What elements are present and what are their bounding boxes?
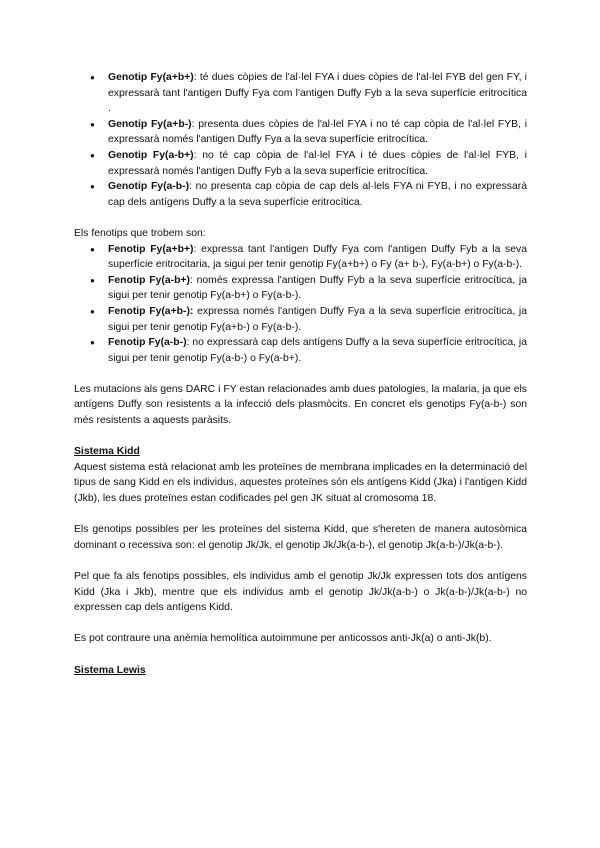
- list-term: Fenotip Fy(a-b-): [108, 337, 187, 349]
- section-heading-lewis: Sistema Lewis: [74, 664, 146, 676]
- phenotype-list: [74, 242, 527, 367]
- list-text: : té dues còpies de l'al·lel FYA i dues còpies de l'al·lel FYB del gen FY, i expressarà tant l'antigen Duffy Fya com l'antigen Duffy Fyb a la seva superfície eritrocítica .: [108, 72, 527, 115]
- list-term: Genotip Fy(a-b+): [108, 149, 194, 161]
- mutations-paragraph: Les mutacions als gens DARC i FY estan relacionades amb dues patologies, la malaria, ja que els antígens Duffy son resistents a la infecció dels plasmòcits. En concret els genotips Fy(a-b-) son més resistents a aquests paràsits.: [74, 383, 527, 427]
- list-term: Fenotip Fy(a-b+): [108, 274, 190, 286]
- kidd-paragraph-2: Els genotips possibles per les proteïnes del sistema Kidd, que s'hereten de manera autosòmica dominant o recessiva son: el genotip Jk/Jk, el genotip Jk/Jk(a-b-), el genotip Jk(a-b-)/Jk(a-b-).: [74, 524, 527, 551]
- list-term: Genotip Fy(a-b-): [108, 181, 190, 193]
- list-item: [74, 117, 527, 148]
- list-text: : només expressa l'antigen Duffy Fyb a la seva superfície eritrocítica, ja sigui per tenir genotip Fy(a-b+) o Fy(a-b-).: [108, 274, 527, 302]
- genotype-list: [74, 70, 527, 210]
- list-term: Fenotip Fy(a+b+): [108, 243, 194, 255]
- list-text: expressa només l'antigen Duffy Fya a la seva superfície eritrocítica, ja sigui per tenir genotip Fy(a+b-) o Fy(a-b-).: [108, 305, 528, 333]
- list-text: : no presenta cap còpia de cap dels al·lels FYA ni FYB, i no expressarà cap dels antígens Duffy a la seva superfície eritrocítica.: [108, 181, 527, 208]
- document-page: [74, 70, 527, 678]
- list-term: Fenotip Fy(a+b-):: [108, 305, 194, 317]
- kidd-paragraph-1: Aquest sistema està relacionat amb les proteïnes de membrana implicades en la determinació del tipus de sang Kidd en els individus, aquestes proteïnes són els antígens Kidd (Jka) i l'antigen Kidd (Jkb), les dues proteïnes estan codificades pel gen JK situat al cromosoma 18.: [74, 461, 527, 505]
- list-term: Genotip Fy(a+b+): [108, 72, 194, 83]
- list-item: [74, 148, 527, 179]
- kidd-paragraph-4: Es pot contraure una anèmia hemolítica autoimmune per anticossos anti-Jk(a) o anti-Jk(b).: [74, 633, 492, 645]
- list-item: [74, 335, 527, 366]
- list-item: [74, 242, 527, 273]
- list-text: : expressa tant l'antigen Duffy Fya com l'antigen Duffy Fyb a la seva superfície eritrocitaria, ja sigui per tenir genotip Fy(a+b+) o Fy (a+ b-), Fy(a-b+) o Fy(a-b-).: [108, 243, 527, 271]
- list-text: : no expressarà cap dels antígens Duffy a la seva superfície eritrocítica, ja sigui per tenir genotip Fy(a-b-) o Fy(a-b+).: [108, 337, 527, 364]
- list-term: Genotip Fy(a+b-): [108, 118, 192, 130]
- phenotypes-intro: Els fenotips que trobem son:: [74, 227, 206, 239]
- kidd-paragraph-3: Pel que fa als fenotips possibles, els individus amb el genotip Jk/Jk expressen tots dos antígens Kidd (Jka i Jkb), mentre que els individus amb el genotip Jk/Jk(a-b-) o Jk(a-b-)/Jk(a-b-) no expressen cap dels antígens Kidd.: [74, 571, 527, 614]
- list-item: [74, 70, 527, 117]
- list-item: [74, 304, 527, 335]
- list-item: [74, 273, 527, 304]
- section-heading-kidd: Sistema Kidd: [74, 446, 140, 458]
- list-item: [74, 179, 527, 210]
- list-text: : no té cap còpia de l'al·lel FYA i té dues còpies de l'al·lel FYB, i expressarà només l'antigen Duffy Fyb a la seva superfície eritrocítica.: [108, 149, 527, 177]
- list-text: : presenta dues còpies de l'al·lel FYA i no té cap còpia de l'al·lel FYB, i expressarà només l'antigen Duffy Fya a la seva superfície eritrocítica.: [108, 118, 527, 146]
